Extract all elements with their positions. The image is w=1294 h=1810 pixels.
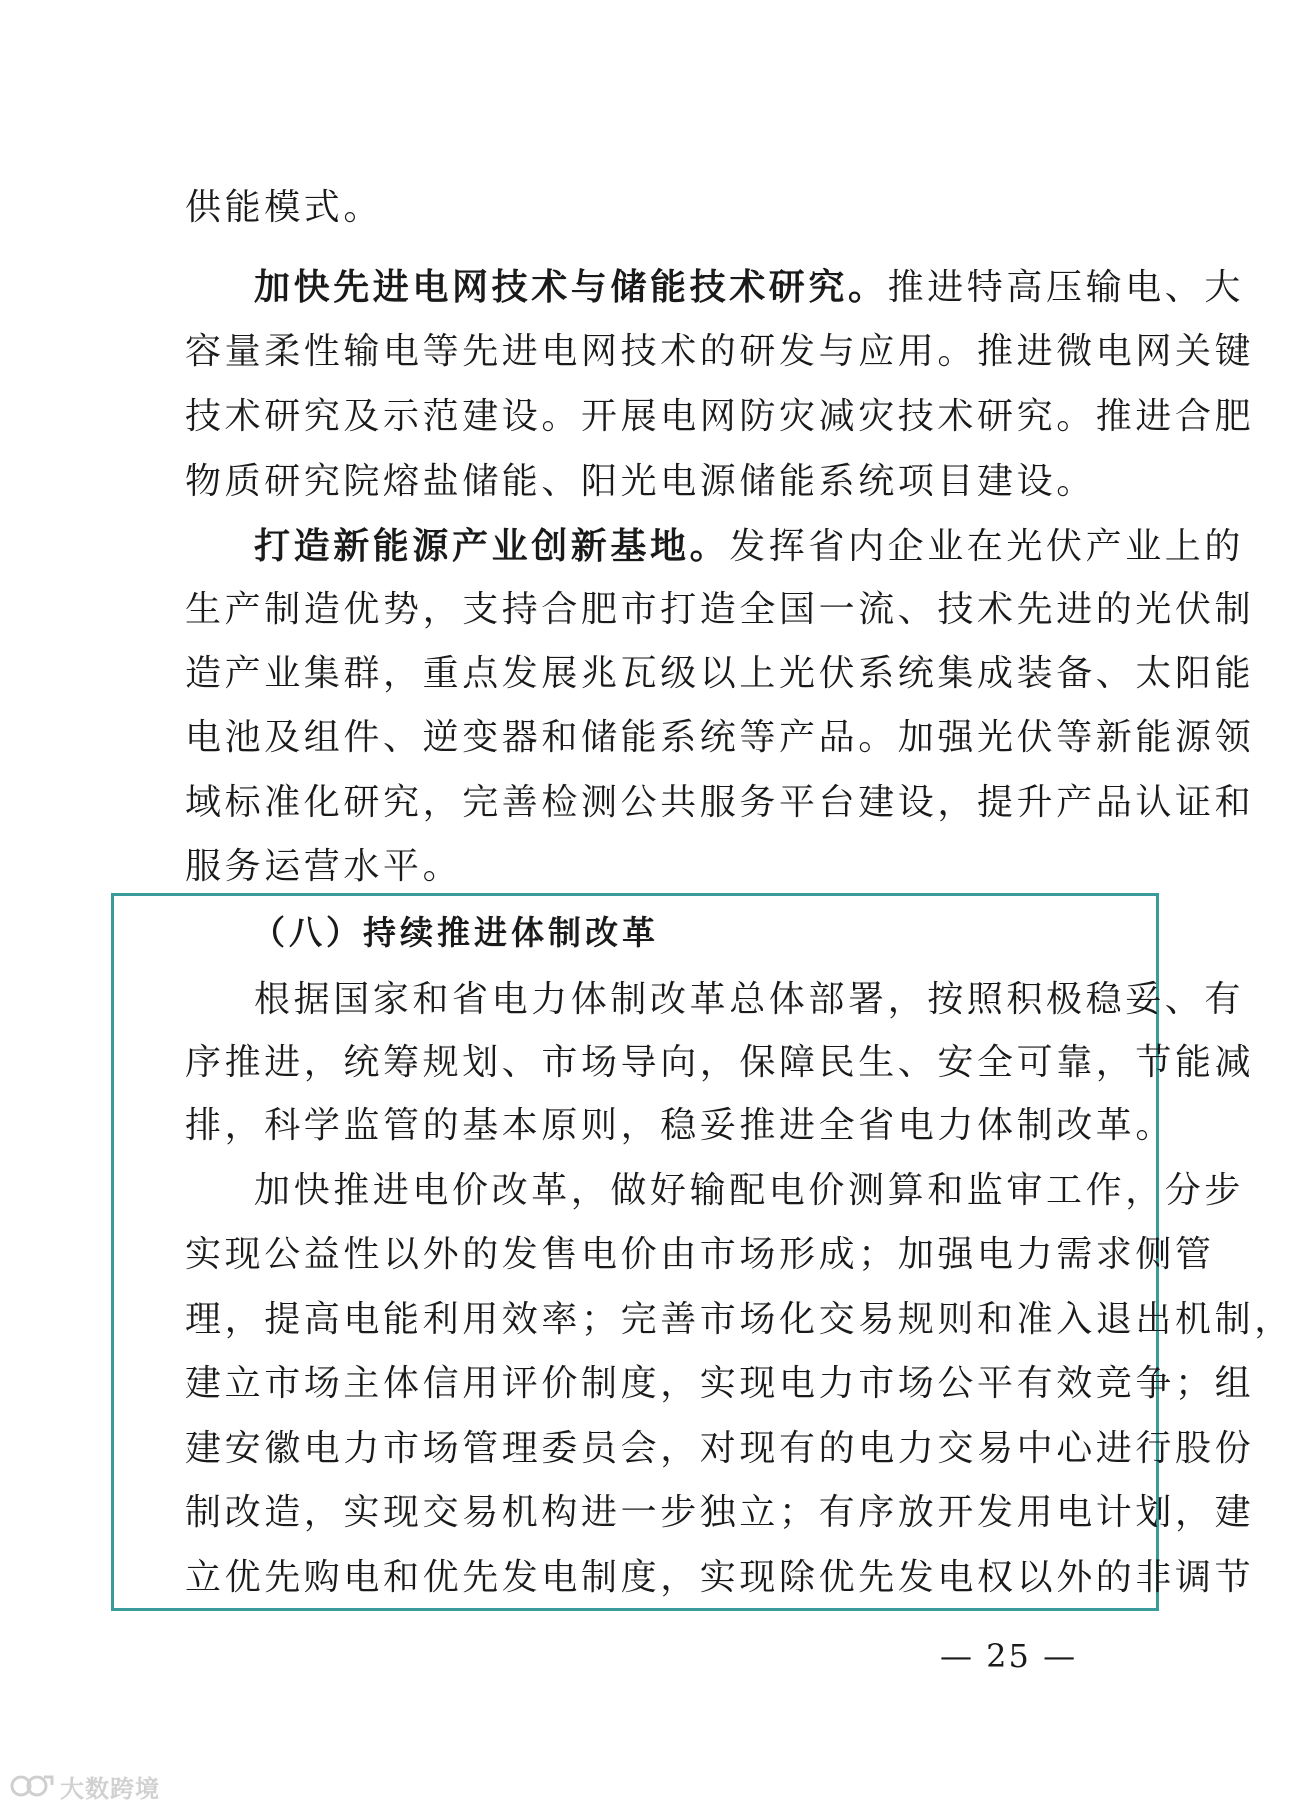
body-line: [185, 460, 1095, 504]
body-line: [185, 845, 1095, 889]
body-line: [185, 1298, 1294, 1342]
body-line: [185, 186, 1095, 230]
watermark-text: 大数跨境: [60, 1774, 160, 1803]
line-text: 加快推进电价改革，做好输配电价测算和监审工作，分步: [254, 1170, 1245, 1211]
line-text: 电池及组件、逆变器和储能系统等产品。加强光伏等新能源领: [185, 717, 1255, 758]
body-line: [185, 395, 1255, 439]
watermark-logo-icon: [10, 1772, 54, 1800]
line-text: 立优先购电和优先发电制度，实现除优先发电权以外的非调节: [185, 1557, 1255, 1598]
line-text: 物质研究院熔盐储能、阳光电源储能系统项目建设。: [185, 461, 1096, 502]
body-line: [185, 588, 1255, 632]
body-line: [254, 978, 1245, 1022]
body-line: [185, 330, 1255, 374]
watermark: [10, 1768, 160, 1804]
line-text: 根据国家和省电力体制改革总体部署，按照积极稳妥、有: [254, 979, 1245, 1020]
body-line: [185, 1362, 1255, 1406]
body-line: [185, 652, 1255, 696]
body-line: [185, 1233, 1215, 1277]
body-line: [254, 1169, 1245, 1213]
body-line: [185, 716, 1255, 760]
body-line: [185, 1556, 1255, 1600]
body-line: [254, 524, 1245, 568]
line-text: 服务运营水平。: [185, 846, 463, 887]
body-line: [185, 1491, 1255, 1535]
line-text: 制改造，实现交易机构进一步独立；有序放开发用电计划，建: [185, 1492, 1255, 1533]
line-text: 域标准化研究，完善检测公共服务平台建设，提升产品认证和: [185, 782, 1255, 823]
body-line: [185, 781, 1255, 825]
line-text: 技术研究及示范建设。开展电网防灾减灾技术研究。推进合肥: [185, 396, 1255, 437]
body-line: [185, 1427, 1255, 1471]
line-text: 生产制造优势，支持合肥市打造全国一流、技术先进的光伏制: [185, 589, 1255, 630]
page-number: — 25 —: [940, 1637, 1078, 1675]
line-text: 序推进，统筹规划、市场导向，保障民生、安全可靠，节能减: [185, 1042, 1255, 1083]
line-text: 建立市场主体信用评价制度，实现电力市场公平有效竞争；组: [185, 1363, 1255, 1404]
line-text: 理，提高电能利用效率；完善市场化交易规则和准入退出机制，: [185, 1299, 1294, 1340]
line-text: 容量柔性输电等先进电网技术的研发与应用。推进微电网关键: [185, 331, 1255, 372]
line-text: 推进特高压输电、大: [887, 267, 1245, 308]
paragraph-lead-heading: 打造新能源产业创新基地。: [254, 525, 730, 567]
body-line: [185, 1041, 1255, 1085]
line-text: 建安徽电力市场管理委员会，对现有的电力交易中心进行股份: [185, 1428, 1255, 1469]
line-text: 供能模式。: [185, 187, 384, 228]
line-text: 实现公益性以外的发售电价由市场形成；加强电力需求侧管: [185, 1234, 1215, 1275]
body-line: [254, 265, 1245, 309]
paragraph-lead-heading: 加快先进电网技术与储能技术研究。: [254, 266, 888, 308]
section-heading: （八）持续推进体制改革: [252, 913, 659, 952]
body-line: [185, 1104, 1176, 1148]
line-text: 造产业集群，重点发展兆瓦级以上光伏系统集成装备、太阳能: [185, 653, 1255, 694]
line-text: 发挥省内企业在光伏产业上的: [729, 526, 1245, 567]
line-text: 排，科学监管的基本原则，稳妥推进全省电力体制改革。: [185, 1105, 1176, 1146]
